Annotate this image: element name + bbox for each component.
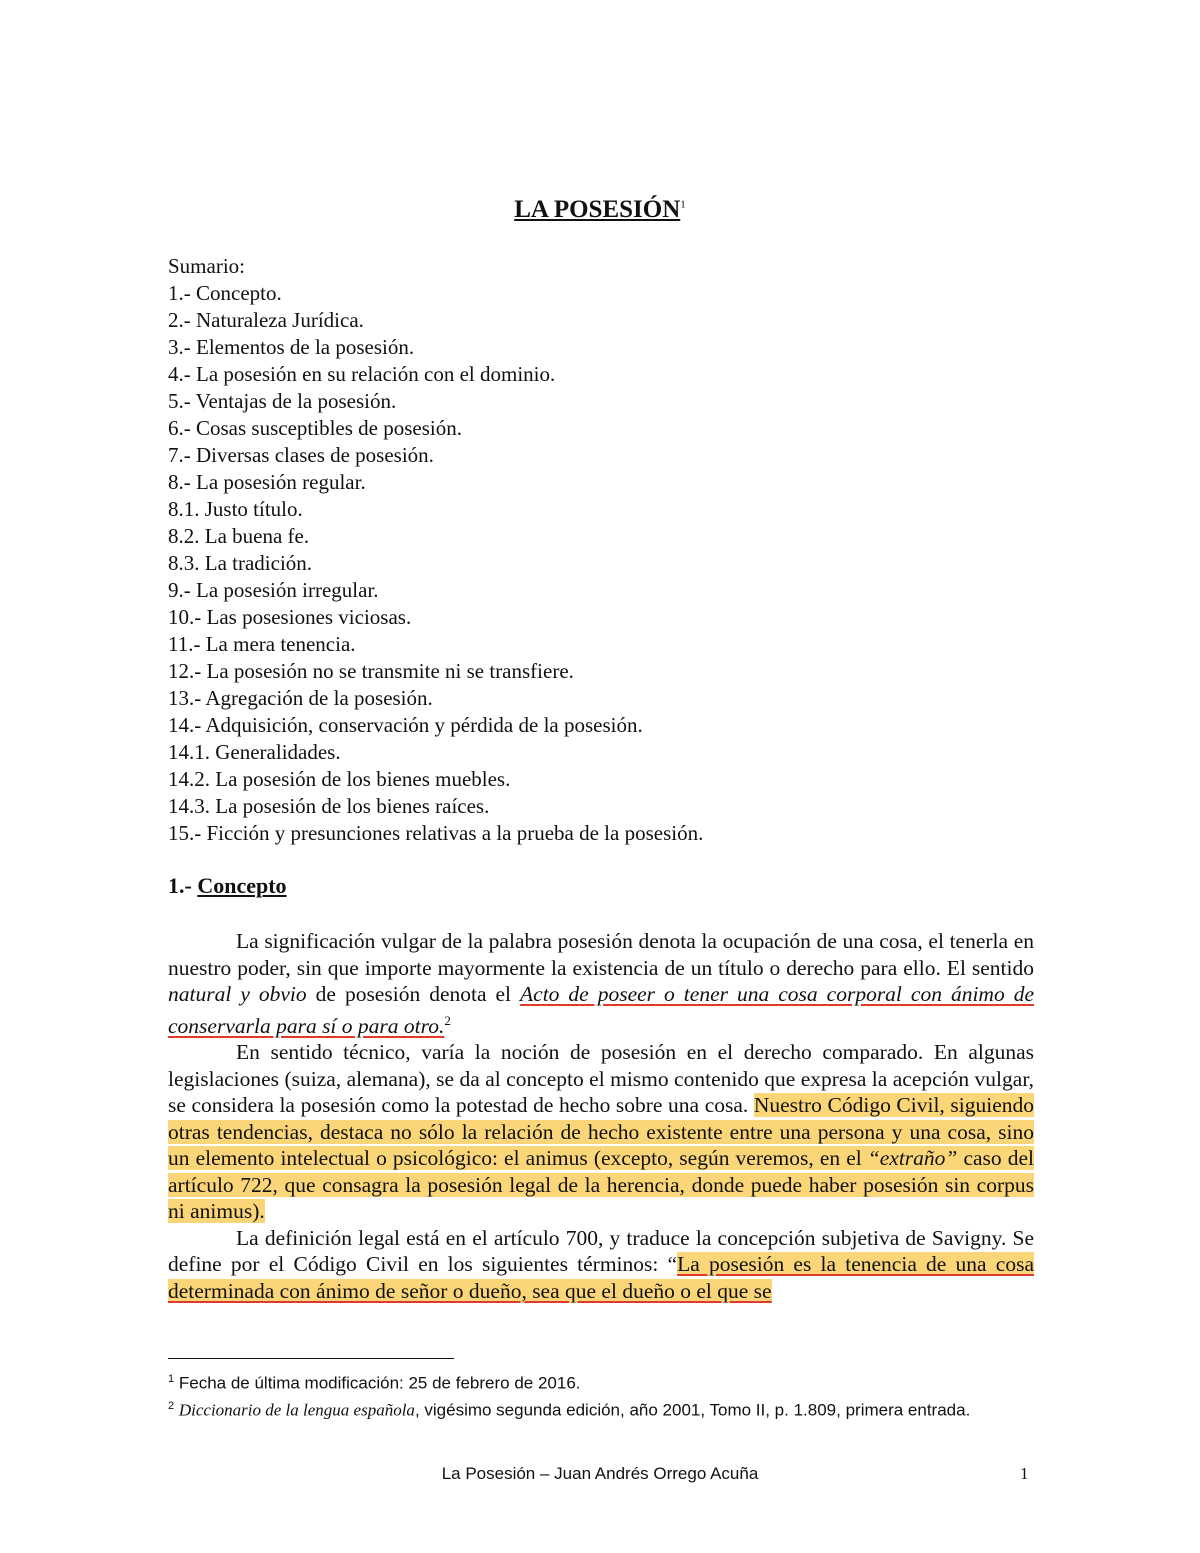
summary-item: 10.- Las posesiones viciosas. <box>168 605 412 629</box>
summary-item: 8.- La posesión regular. <box>168 470 366 494</box>
summary-item: 8.2. La buena fe. <box>168 524 310 548</box>
summary-heading: Sumario: <box>168 254 245 278</box>
summary-item: 5.- Ventajas de la posesión. <box>168 389 397 413</box>
paragraph-text: de posesión denota el <box>306 982 521 1006</box>
dictionary-definition: Acto de poseer o tener una cosa corporal con ánimo de conservarla para sí o para otro. <box>168 982 1035 1038</box>
paragraph <box>168 1225 1034 1305</box>
footnote-text: , vigésimo segunda edición, año 2001, Tomo II, p. 1.809, primera entrada. <box>414 1400 971 1420</box>
section-number: 1.- <box>168 873 192 898</box>
highlighted-text-part: caso del artículo 722, que consagra la posesión legal de la herencia, donde puede haber posesión sin corpus ni animus). <box>168 1146 1034 1224</box>
paragraph-text: La significación vulgar de la palabra posesión denota la ocupación de una cosa, el tenerla en nuestro poder, sin que importe mayormente la existencia de un título o derecho para ello. El sentido <box>168 929 1034 980</box>
section-title: Concepto <box>197 873 287 898</box>
footnote-number: 1 <box>168 1373 175 1385</box>
highlighted-italic: “extraño” <box>867 1146 958 1171</box>
summary <box>168 253 703 847</box>
paragraph-italic: natural y obvio <box>168 982 307 1006</box>
summary-item: 11.- La mera tenencia. <box>168 632 356 656</box>
paragraph-text: En sentido técnico, varía la noción de posesión en el derecho comparado. En algunas legislaciones (suiza, alemana), se da al concepto el mismo contenido que expresa la acepción vulgar, se considera la posesión como la potestad de hecho sobre una cosa. <box>168 1040 1034 1118</box>
footnote <box>168 1368 970 1395</box>
summary-item: 13.- Agregación de la posesión. <box>168 686 433 710</box>
footnote-separator <box>168 1358 454 1359</box>
summary-item: 3.- Elementos de la posesión. <box>168 335 415 359</box>
footnote <box>168 1395 970 1422</box>
highlighted-text-part: Nuestro Código Civil, siguiendo otras tendencias, destaca no sólo la relación de hecho existente entre una persona y una cosa, sino un elemento intelectual o psicológico: el animus (excepto, según veremos, en el <box>168 1093 1034 1171</box>
summary-item: 8.3. La tradición. <box>168 551 313 575</box>
summary-item: 8.1. Justo título. <box>168 497 303 521</box>
document-title <box>0 196 1200 224</box>
summary-item: 9.- La posesión irregular. <box>168 578 379 602</box>
title-text: LA POSESIÓN <box>514 196 681 223</box>
page-number: 1 <box>1020 1464 1029 1483</box>
footnote-text: Fecha de última modificación: 25 de febrero de 2016. <box>178 1373 581 1393</box>
summary-item: 1.- Concepto. <box>168 281 282 305</box>
paragraph <box>168 928 1034 1039</box>
summary-item: 14.2. La posesión de los bienes muebles. <box>168 767 511 791</box>
title-footnote-ref: 1 <box>680 198 686 211</box>
footnote-italic: Diccionario de la lengua española <box>178 1400 415 1420</box>
paragraph <box>168 1039 1034 1225</box>
summary-item: 14.3. La posesión de los bienes raíces. <box>168 794 490 818</box>
footnote-ref: 2 <box>444 1012 451 1028</box>
paragraph-text: La definición legal está en el artículo 700, y traduce la concepción subjetiva de Savigny. Se define por el Código Civil en los siguientes términos: “ <box>168 1225 1034 1277</box>
summary-item: 15.- Ficción y presunciones relativas a la prueba de la posesión. <box>168 821 704 845</box>
footnotes <box>168 1368 970 1421</box>
summary-item: 12.- La posesión no se transmite ni se transfiere. <box>168 659 574 683</box>
page-footer: La Posesión – Juan Andrés Orrego Acuña <box>441 1464 759 1483</box>
legal-definition: La posesión es la tenencia de una cosa determinada con ánimo de señor o dueño, sea que el dueño o el que se <box>168 1252 1034 1303</box>
summary-item: 4.- La posesión en su relación con el dominio. <box>168 362 556 386</box>
section-body <box>168 928 1034 1304</box>
footnote-number: 2 <box>168 1399 175 1412</box>
summary-item: 7.- Diversas clases de posesión. <box>168 443 434 467</box>
summary-item: 14.1. Generalidades. <box>168 740 341 764</box>
section-heading <box>168 873 287 899</box>
summary-item: 2.- Naturaleza Jurídica. <box>168 308 364 332</box>
summary-item: 6.- Cosas susceptibles de posesión. <box>168 416 462 440</box>
summary-item: 14.- Adquisición, conservación y pérdida de la posesión. <box>168 713 643 737</box>
